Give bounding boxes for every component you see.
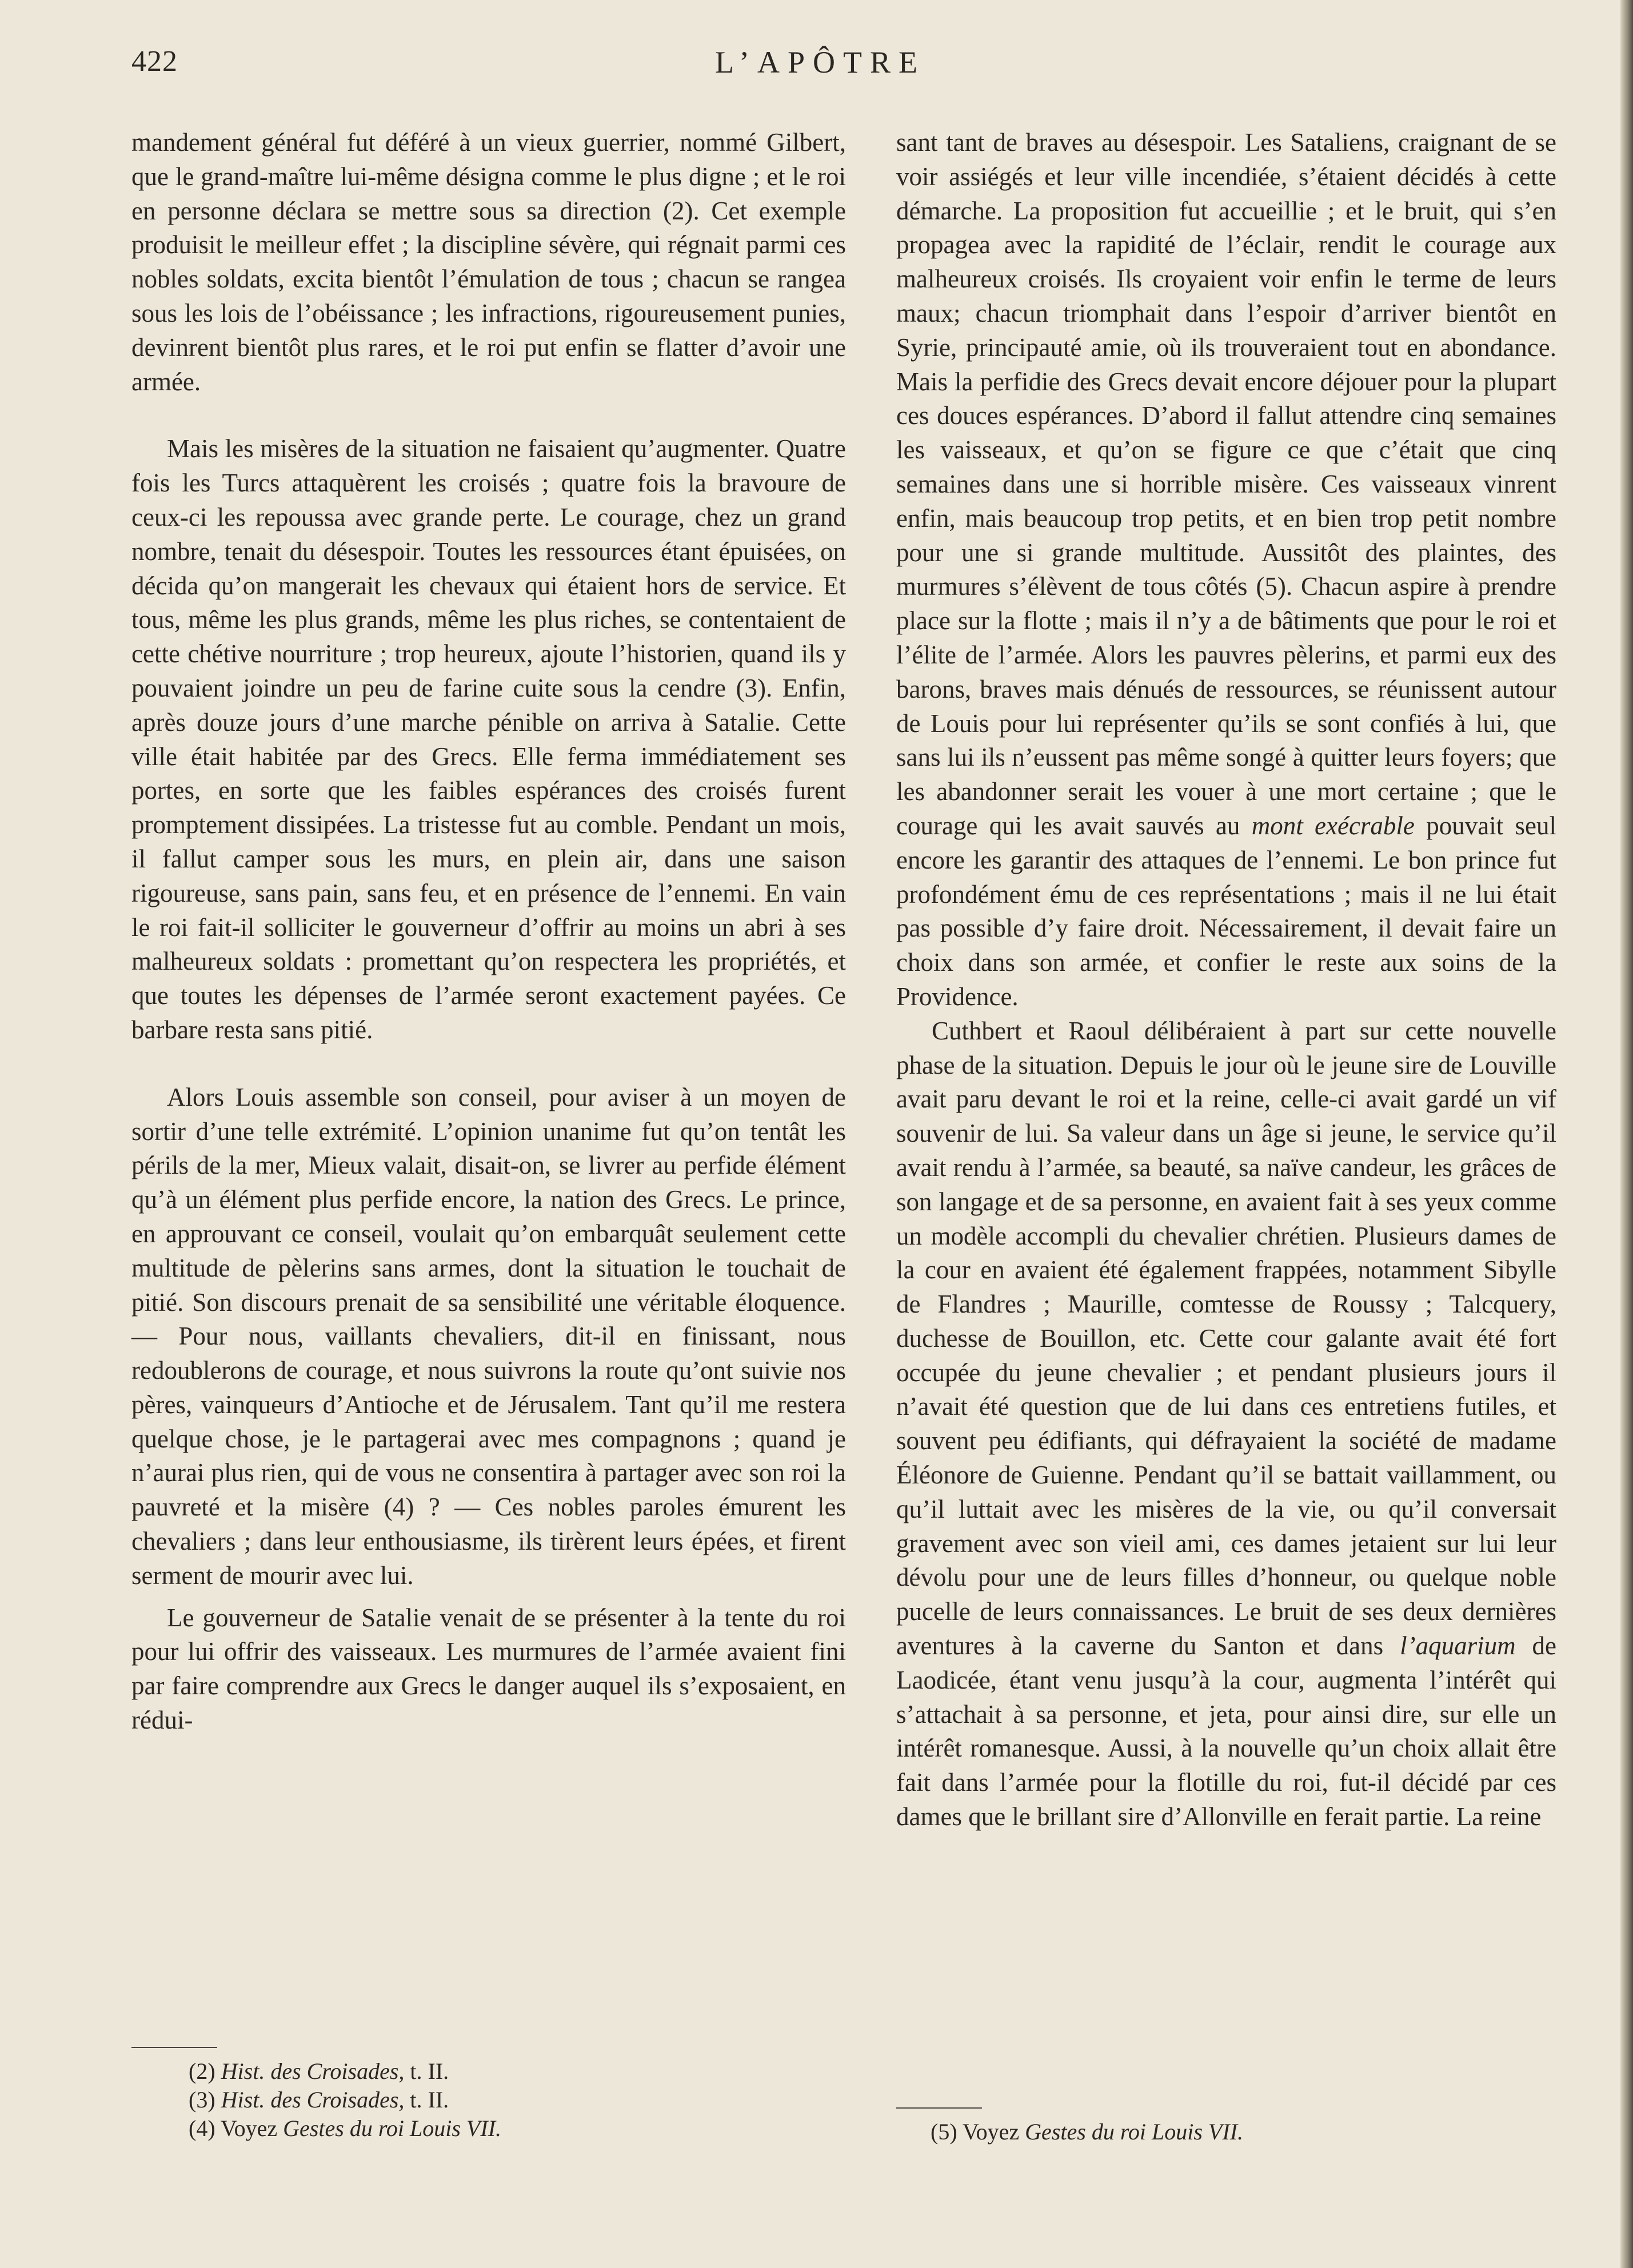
page-number: 422 xyxy=(131,45,178,78)
italic-phrase: l’aquarium xyxy=(1400,1631,1516,1661)
left-column xyxy=(131,126,846,1738)
footnotes-left xyxy=(131,2047,846,2143)
page-header xyxy=(131,45,1509,90)
running-title: L’APÔTRE xyxy=(714,45,926,79)
footnote: (2) Hist. des Croisades, t. II. xyxy=(189,2058,449,2084)
paragraph: mandement général fut déféré à un vieux guerrier, nommé Gilbert, que le grand-maître lui-même désigna comme le plus digne ; et le roi en personne déclara se mettre sous sa direction (2). Cet exemple produisit le meilleur effet ; la discipline sévère, qui régnait parmi ces nobles soldats, excita bientôt l’émulation de tous ; chacun se rangea sous les lois de l’obéissance ; les infractions, rigoureusement punies, devinrent bientôt plus rares, et le roi put enfin se flatter d’avoir une armée. xyxy=(131,128,846,396)
paragraph: Alors Louis assemble son conseil, pour aviser à un moyen de sortir d’une telle extrémité. L’opinion unanime fut qu’on tentât les périls de la mer, Mieux valait, disait-on, se livrer au perfide élément qu’à un élément plus perfide encore, la nation des Grecs. Le prince, en approuvant ce conseil, voulait qu’on embarquât seulement cette multitude de pèlerins sans armes, dont la situation le touchait de pitié. Son discours prenait de sa sensibilité une véritable éloquence.— Pour nous, vaillants chevaliers, dit-il en finissant, nous redoublerons de courage, et nous suivrons la route qu’ont suivie nos pères, vainqueurs d’Antioche et de Jérusalem. Tant qu’il me restera quelque chose, je le partagerai avec mes compagnons ; quand je n’aurai plus rien, qui de vous ne consentira à partager avec son roi la pauvreté et la misère (4) ? — Ces nobles paroles émurent les chevaliers ; dans leur enthousiasme, ils tirèrent leurs épées, et firent serment de mourir avec lui. xyxy=(131,1082,846,1590)
footnotes-right xyxy=(896,2107,1556,2146)
paragraph: Cuthbert et Raoul délibéraient à part sur cette nouvelle phase de la situation. Depuis le jour où le jeune sire de Louville avait paru devant le roi et la reine, celle-ci avait gardé un vif souvenir de lui. Sa valeur dans un âge si jeune, le service qu’il avait rendu à l’armée, sa beauté, sa naïve candeur, les grâces de son langage et de sa personne, en avaient fait à ses yeux comme un modèle accompli du chevalier chrétien. Plusieurs dames de la cour en avaient été également frappées, notamment Sibylle de Flandres ; Maurille, comtesse de Roussy ; Talcquery, duchesse de Bouillon, etc. Cette cour galante avait été fort occupée du jeune chevalier ; et pendant plusieurs jours il n’avait été question que de lui dans ces entretiens futiles, et souvent peu édifiants, qui défrayaient la société de madame Éléonore de Guienne. Pendant qu’il se battait vaillamment, ou qu’il luttait avec les misères de la vie, ou qu’il conversait gravement avec son vieil ami, ces dames jetaient sur lui leur dévolu pour une de leurs filles d’honneur, ou quelque noble pucelle de leurs connaissances. Le bruit de ses deux dernières aventures à la caverne du Santon et dans l’aquarium de Laodicée, étant venu jusqu’à la cour, augmenta l’intérêt qui s’attachait à sa personne, et jeta, pour ainsi dire, sur elle un intérêt romanesque. Aussi, à la nouvelle qu’un choix allait être fait dans l’armée pour la flotille du roi, fut-il décidé par ces dames que le brillant sire d’Allonville en ferait partie. La reine xyxy=(896,1016,1556,1831)
paragraph: Mais les misères de la situation ne faisaient qu’augmenter. Quatre fois les Turcs attaquèrent les croisés ; quatre fois la bravoure de ceux-ci les repoussa avec grande perte. Le courage, chez un grand nombre, tenait du désespoir. Toutes les ressources étant épuisées, on décida qu’on mangerait les chevaux qui étaient hors de service. Et tous, même les plus grands, même les plus riches, se contentaient de cette chétive nourriture ; trop heureux, ajoute l’historien, quand ils y pouvaient joindre un peu de farine cuite sous la cendre (3). Enfin, après douze jours d’une marche pénible on arriva à Satalie. Cette ville était habitée par des Grecs. Elle ferma immédiatement ses portes, en sorte que les faibles espérances des croisés furent promptement dissipées. La tristesse fut au comble. Pendant un mois, il fallut camper sous les murs, en plein air, dans une saison rigoureuse, sans pain, sans feu, et en présence de l’ennemi. En vain le roi fait-il solliciter le gouverneur d’offrir au moins un abri à ses malheureux soldats : promettant qu’on respectera les propriétés, et que toutes les dépenses de l’armée seront exactement payées. Ce barbare resta sans pitié. xyxy=(131,434,846,1044)
italic-phrase: mont exécrable xyxy=(1251,811,1415,840)
paragraph: Le gouverneur de Satalie venait de se présenter à la tente du roi pour lui offrir des vaisseaux. Les murmures de l’armée avaient fini par faire comprendre aux Grecs le danger auquel ils s’exposaient, en rédui- xyxy=(131,1603,846,1735)
footnote-rule xyxy=(896,2107,982,2109)
footnote-rule xyxy=(131,2047,217,2048)
footnote: (5) Voyez Gestes du roi Louis VII. xyxy=(931,2119,1244,2145)
paragraph: sant tant de braves au désespoir. Les Sataliens, craignant de se voir assiégés et leur ville incendiée, s’étaient décidés à cette démarche. La proposition fut accueillie ; et le bruit, qui s’en propagea avec la rapidité de l’éclair, rendit le courage aux malheureux croisés. Ils croyaient voir enfin le terme de leurs maux; chacun triomphait dans l’espoir d’arriver bientôt en Syrie, principauté amie, où ils trouveraient tout en abondance. Mais la perfidie des Grecs devait encore déjouer pour la plupart ces douces espérances. D’abord il fallut attendre cinq semaines les vaisseaux, et qu’on se figure ce que c’était que cinq semaines dans une si horrible misère. Ces vaisseaux vinrent enfin, mais beaucoup trop petits, et en bien trop petit nombre pour une si grande multitude. Aussitôt des plaintes, des murmures s’élèvent de tous côtés (5). Chacun aspire à prendre place sur la flotte ; mais il n’y a de bâtiments que pour le roi et l’élite de l’armée. Alors les pauvres pèlerins, et parmi eux des barons, braves mais dénués de ressources, se réunissent autour de Louis pour lui représenter qu’ils se sont confiés à lui, que sans lui ils n’eussent pas même songé à quitter leurs foyers; que les abandonner serait les vouer à une mort certaine ; que le courage qui les avait sauvés au mont exécrable pouvait seul encore les garantir des attaques de l’ennemi. Le bon prince fut profondément ému de ces représentations ; mais il ne lui était pas possible d’y faire droit. Nécessairement, il devait faire un choix dans son armée, et confier le reste aux soins de la Providence. xyxy=(896,128,1557,1011)
right-column xyxy=(896,126,1556,1834)
footnote: (4) Voyez Gestes du roi Louis VII. xyxy=(189,2115,502,2141)
footnote: (3) Hist. des Croisades, t. II. xyxy=(189,2087,449,2113)
page-edge-shadow xyxy=(1620,0,1633,2268)
